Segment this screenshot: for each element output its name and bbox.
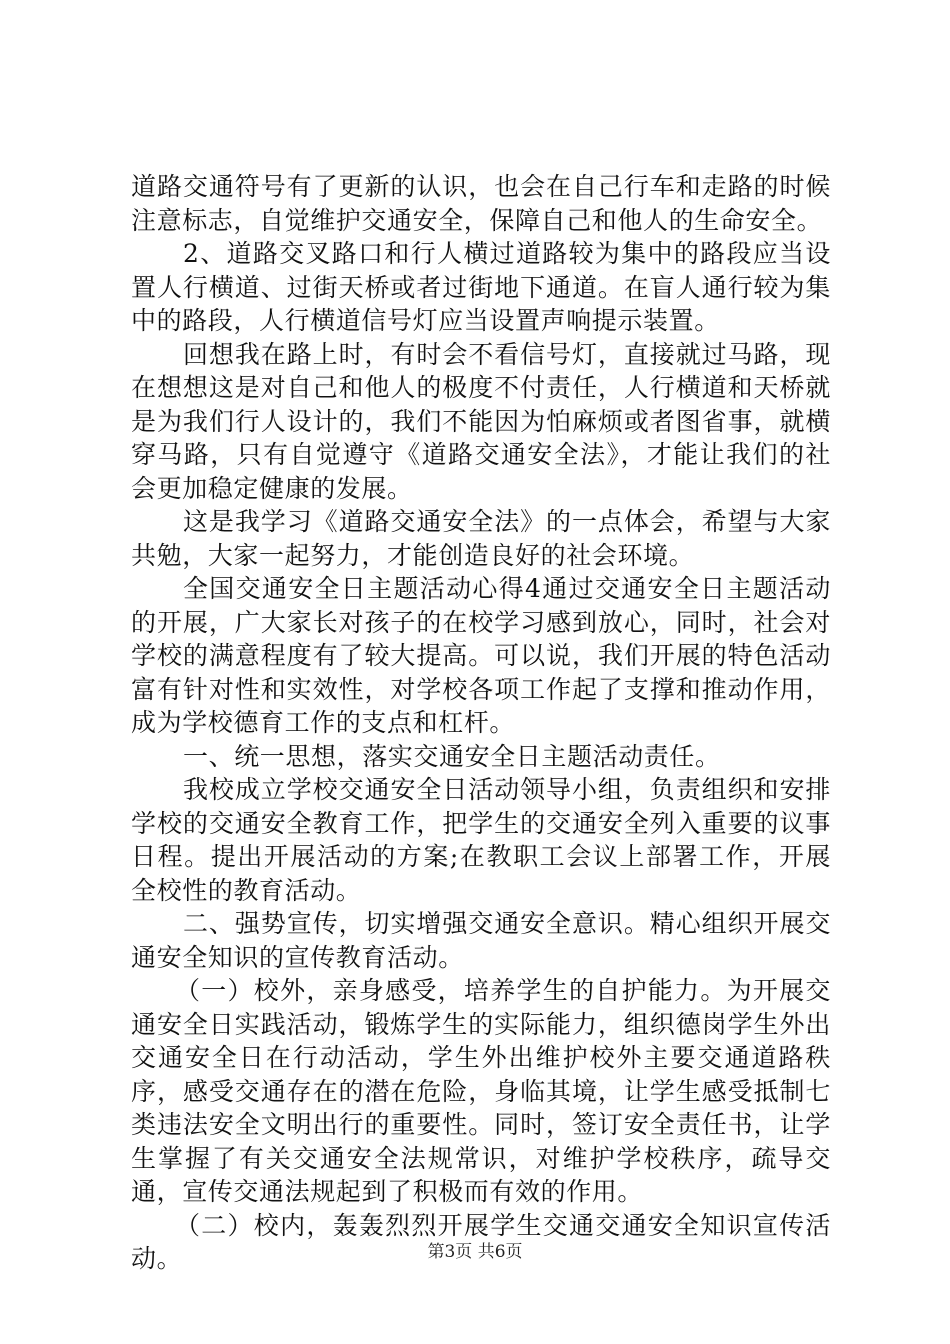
page-number-footer: 第3页 共6页 [427,1242,523,1262]
paragraph-leadership-group: 我校成立学校交通安全日活动领导小组，负责组织和安排学校的交通安全教育工作，把学生的交通安全列入重要的议事日程。提出开展活动的方案;在教职工会议上部署工作，开展全校性的教育活动。 [131,775,831,905]
paragraph-section-4-intro: 全国交通安全日主题活动心得4通过交通安全日主题活动的开展，广大家长对孩子的在校学习感到放心，同时，社会对学校的满意程度有了较大提高。可以说，我们开展的特色活动富有针对性和实效性，对学校各项工作起了支撑和推动作用，成为学校德育工作的支点和杠杆。 [131,574,831,737]
paragraph-item-2: 2、道路交叉路口和行人横过道路较为集中的路段应当设置人行横道、过街天桥或者过街地下通道。在盲人通行较为集中的路段，人行横道信号灯应当设置声响提示装置。 [131,239,831,335]
document-body [131,170,831,1276]
paragraph-summary: 这是我学习《道路交通安全法》的一点体会，希望与大家共勉，大家一起努力，才能创造良好的社会环境。 [131,507,831,570]
paragraph-heading-2: 二、强势宣传，切实增强交通安全意识。精心组织开展交通安全知识的宣传教育活动。 [131,909,831,972]
paragraph-heading-1: 一、统一思想，落实交通安全日主题活动责任。 [183,741,721,771]
paragraph-outside-school: （一）校外，亲身感受，培养学生的自护能力。为开展交通安全日实践活动，锻炼学生的实际能力，组织德岗学生外出交通安全日在行动活动，学生外出维护校外主要交通道路秩序，感受交通存在的潜在危险，身临其境，让学生感受抵制七类违法安全文明出行的重要性。同时，签订安全责任书，让学生掌握了有关交通安全法规常识，对维护学校秩序，疏导交通，宣传交通法规起到了积极而有效的作用。 [131,976,831,1206]
paragraph-continuation: 道路交通符号有了更新的认识，也会在自己行车和走路的时候注意标志，自觉维护交通安全，保障自己和他人的生命安全。 [131,172,831,235]
paragraph-reflection: 回想我在路上时，有时会不看信号灯，直接就过马路，现在想想这是对自己和他人的极度不付责任，人行横道和天桥就是为我们行人设计的，我们不能因为怕麻烦或者图省事，就横穿马路，只有自觉遵守《道路交通安全法》，才能让我们的社会更加稳定健康的发展。 [131,339,831,503]
paragraph-inside-school: （二）校内，轰轰烈烈开展学生交通交通安全知识宣传活动。 [131,1210,831,1273]
